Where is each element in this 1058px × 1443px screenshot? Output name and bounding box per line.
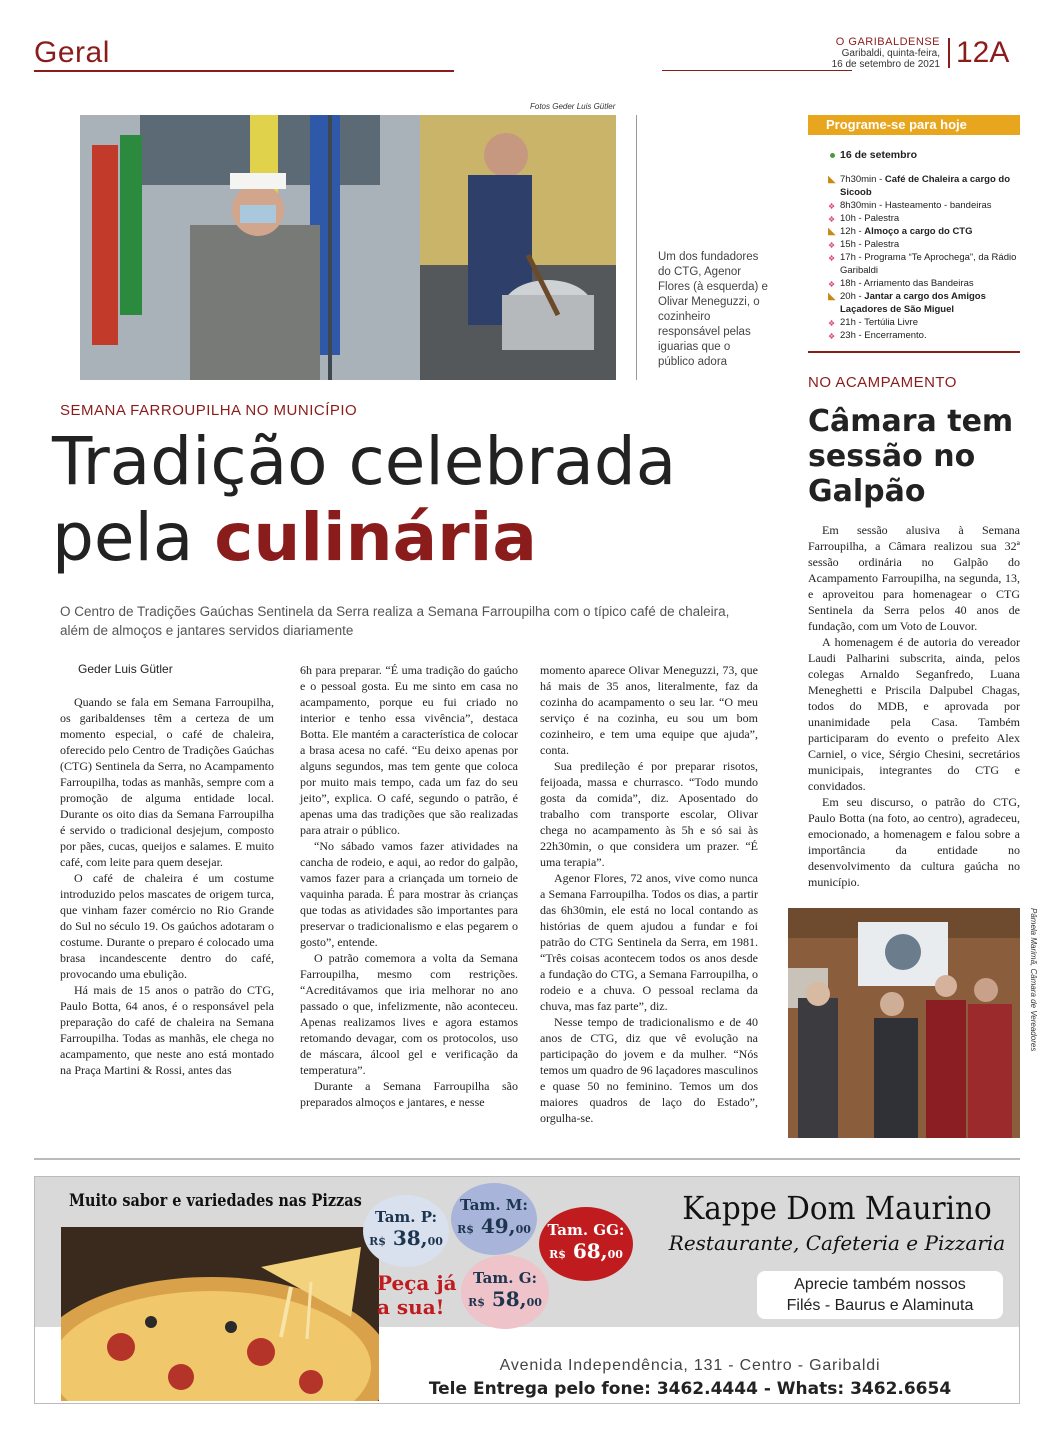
paragraph: O café de chaleira é um costume introduzido pelos mascates de origem turca, que vinham fazer comércio no Rio Grande do Sul no século 19. Os gaúchos adotaram o costume. Durante o preparo é colocado uma brasa incandescente dentro do café, provocando uma ebulição.: [60, 871, 274, 981]
ad-address: Avenida Independência, 131 - Centro - Garibaldi: [499, 1357, 881, 1374]
paragraph: Agenor Flores, 72 anos, vive como nunca a Semana Farroupilha. Todos os dias, a partir das 6h30min, ele está no local contando as histórias de quem ajudou a fundar e foi patrão do CTG Sentinela da Serra, em 1981. “Três coisas acontecem todos os anos desde a fundação do CTG, a Semana Farroupilha, o rodeio e a chuva. O pessoal reclama da chuva, mas faz parte”, diz.: [540, 871, 758, 1013]
ad-brand-subtitle: Restaurante, Cafeteria e Pizzaria: [668, 1231, 1006, 1255]
program-item-time: 23h -: [840, 330, 865, 341]
article-column-1: [60, 694, 274, 1078]
diamond-bullet-icon: ❖: [828, 280, 836, 289]
program-date: 16 de setembro: [840, 149, 918, 161]
program-item: [828, 290, 1020, 316]
triangle-bullet-icon: ◣: [828, 291, 836, 302]
section-title: Geral: [34, 36, 110, 69]
byline: Geder Luis Gütler: [78, 662, 173, 676]
paragraph: O patrão comemora a volta da Semana Farroupilha, mesmo com restrições. “Acreditávamos que iria melhorar no ano passado o que, infelizmente, não aconteceu. Apenas realizamos lives e agora estamos retomando devagar, com os protocolos, uso de máscara, álcool gel e verificação da temperatura”.: [300, 951, 518, 1077]
story-lead: O Centro de Tradições Gaúchas Sentinela da Serra realiza a Semana Farroupilha com o típico café de chaleira, além de almoços e jantares servidos diariamente: [60, 604, 730, 638]
size-price: R$ 38,00: [369, 1226, 443, 1250]
paragraph: momento aparece Olivar Meneguzzi, 73, que há mais de 35 anos, literalmente, faz da cozinha do acampamento o seu lar. “O meu serviço é na cozinha, eu sou um bom cozinheiro, e tem uma equipe que ajuda”, conta.: [540, 663, 758, 757]
program-item-text: Almoço a cargo do CTG: [864, 226, 973, 237]
page-number-divider: [948, 38, 950, 68]
program-item: [828, 251, 1020, 277]
program-item: [828, 277, 1020, 290]
program-item: [828, 212, 1020, 225]
ad-brand-name: Kappe Dom Maurino: [682, 1189, 992, 1227]
program-item-time: 8h30min -: [840, 200, 885, 211]
size-price: R$ 68,00: [549, 1239, 623, 1263]
price-bubble-p: [363, 1195, 449, 1267]
price-bubble-g: [461, 1255, 549, 1329]
paragraph: Em seu discurso, o patrão do CTG, Paulo Botta (na foto, ao centro), agradeceu, emocionado, a homenagem e falou sobre a importância da entidade no desenvolvimento da cultura gaúcha no município.: [808, 795, 1020, 889]
ad-note: Aprecie também nossos Filés - Baurus e Alaminuta: [757, 1271, 1003, 1319]
paragraph: Sua predileção é por preparar risotos, feijoada, massa e churrasco. “Todo mundo gosta da comida”, diz. Aposentado do trabalho com transporte escolar, Olivar chega no acampamento às 5h e só sai às 22h30min, o que considera um prazer. “É uma terapia”.: [540, 759, 758, 869]
program-item: [828, 225, 1020, 238]
diamond-bullet-icon: ❖: [828, 332, 836, 341]
diamond-bullet-icon: ❖: [828, 241, 836, 250]
page-rule: [34, 1158, 1020, 1160]
paragraph: Em sessão alusiva à Semana Farroupilha, a Câmara realizou sua 32ª sessão ordinária no Galpão do Acampamento Farroupilha, na segunda, 13, e aproveitou para homenagear o CTG Sentinela da Serra pelos 40 anos de fundação, com um Voto de Louvor.: [808, 523, 1020, 633]
issue-date-line1: Garibaldi, quinta-feira,: [841, 48, 940, 59]
diamond-bullet-icon: ❖: [828, 215, 836, 224]
size-label: Tam. M:: [460, 1196, 528, 1214]
program-item-text: Café de Chaleira a cargo do Sicoob: [840, 174, 1011, 198]
paragraph: Durante a Semana Farroupilha são preparados almoços e jantares, e nesse: [300, 1079, 518, 1109]
paragraph: “No sábado vamos fazer atividades na cancha de rodeio, e aqui, ao redor do galpão, vamos fazer para a criançada um torneio de vaquinha parada. É para mostrar às crianças que todas as atividades são importantes para preservar o tradicionalismo e elas pegarem o gosto”, entende.: [300, 839, 518, 949]
size-price: R$ 58,00: [468, 1287, 542, 1311]
program-item-text: Arriamento das Bandeiras: [863, 278, 974, 289]
program-item: [828, 199, 1020, 212]
caption-rule: [636, 115, 637, 380]
side-article: [808, 522, 1020, 890]
program-item-text: Hasteamento - bandeiras: [884, 200, 992, 211]
advertisement: [34, 1176, 1020, 1404]
ad-call-to-action: Peça já a sua!: [377, 1271, 457, 1319]
program-item: [828, 238, 1020, 251]
side-photo: [788, 908, 1020, 1138]
diamond-bullet-icon: ❖: [828, 254, 836, 263]
program-item-time: 12h -: [840, 226, 865, 237]
article-column-3: [540, 662, 758, 1126]
paragraph: Há mais de 15 anos o patrão do CTG, Paulo Botta, 64 anos, é o responsável pela preparação do café de chaleira na Semana Farroupilha. Todas as manhãs, ele chega no acampamento, que neste ano está montado na Praça Martini & Rossi, antes das: [60, 983, 274, 1077]
story-headline: [52, 424, 772, 576]
green-dot-icon: [830, 153, 835, 158]
program-box: [808, 115, 1020, 351]
program-title: Programe-se para hoje: [808, 115, 1020, 135]
program-item-text: Palestra: [864, 213, 900, 224]
paragraph: Quando se fala em Semana Farroupilha, os garibaldenses têm a certeza de um momento especial, o café de chaleira, oferecido pelo Centro de Tradições Gaúchas (CTG) Sentinela da Serra, no Acampamento Farroupilha, todas as manhãs, sempre com a promoção de alguma entidade local. Durante os oito dias da Semana Farroupilha é servido o tradicional desjejum, composto por pães, cucas, queijos e salames. E muito café, com leite para quem desejar.: [60, 695, 274, 869]
program-item-text: Jantar a cargo dos Amigos Laçadores de São Miguel: [840, 291, 986, 315]
program-item-time: 15h -: [840, 239, 865, 250]
headline-plain: pela: [52, 499, 194, 576]
headline-emphasis: culinária: [214, 499, 537, 576]
side-photo-credit: Pâmela Marimã, Câmara de Vereadores: [1029, 908, 1038, 1052]
diamond-bullet-icon: ❖: [828, 202, 836, 211]
photo-credit: Fotos Geder Luis Gütler: [530, 102, 616, 111]
program-item-time: 10h -: [840, 213, 865, 224]
paragraph: 6h para preparar. “É uma tradição do gaúcho e o pessoal gosta. Eu me sinto em casa no acampamento, porque eu fui criado no interior e tenho essa vivência”, destaca Botta. Ele mantém a característica de colocar a brasa acesa no café. “Eu deixo apenas por alguns segundos, mas tem gente que coloca por muito mais tempo, cada um faz do seu jeito”, explica. O café, segundo o patrão, é apenas uma das tradições que são realizadas para atrair o público.: [300, 663, 518, 837]
program-list: [828, 173, 1020, 342]
ad-heading: Muito sabor e variedades nas Pizzas: [69, 1191, 362, 1211]
program-item-time: 20h -: [840, 291, 865, 302]
header-rule-right: [662, 70, 852, 71]
program-bottom-rule: [808, 351, 1020, 353]
program-item-time: 17h -: [840, 252, 865, 263]
header-rule: [34, 70, 454, 72]
program-item-text: Tertúlia Livre: [864, 317, 918, 328]
headline-line-1: Tradição celebrada: [52, 423, 677, 500]
price-bubble-m: [451, 1183, 537, 1255]
issue-date-line2: 16 de setembro de 2021: [831, 59, 940, 70]
issue-date: [780, 48, 940, 70]
story-kicker: SEMANA FARROUPILHA NO MUNICÍPIO: [60, 402, 358, 419]
diamond-bullet-icon: ❖: [828, 319, 836, 328]
side-kicker: NO ACAMPAMENTO: [808, 374, 957, 391]
paragraph: Nesse tempo de tradicionalismo e de 40 anos de CTG, diz que vê evolução na participação do jovem e da mulher. “Nós temos um quadro de 96 laçadores masculinos e quase 50 no feminino. Temos um dos maiores quadros de laço do Estado”, orgulha-se.: [540, 1015, 758, 1125]
program-item: [828, 329, 1020, 342]
program-item: [828, 316, 1020, 329]
photo-caption: Um dos fundadores do CTG, Agenor Flores (à esquerda) e Olivar Meneguzzi, o cozinheiro responsável pelas iguarias que o público adora: [658, 251, 768, 368]
program-item-text: Programa “Te Aprochega”, da Rádio Garibaldi: [840, 252, 1017, 276]
price-bubble-gg: [539, 1207, 633, 1281]
pizza-image: [61, 1227, 379, 1401]
article-column-2: [300, 662, 518, 1110]
page-number: 12A: [956, 36, 1010, 69]
ad-phone: Tele Entrega pelo fone: 3462.4444 - Whats: 3462.6654: [428, 1379, 952, 1399]
headline-line-2: [52, 500, 772, 576]
triangle-bullet-icon: ◣: [828, 226, 836, 237]
program-item-time: 7h30min -: [840, 174, 885, 185]
newspaper-name: O GARIBALDENSE: [835, 36, 940, 48]
side-headline: Câmara tem sessão no Galpão: [808, 404, 1014, 509]
size-price: R$ 49,00: [457, 1214, 531, 1238]
size-label: Tam. G:: [472, 1269, 538, 1287]
program-item-time: 21h -: [840, 317, 865, 328]
paragraph: A homenagem é de autoria do vereador Laudi Palharini subscrita, ainda, pelos colegas Arnaldo Seganfredo, Luana Meneghetti e Priscila Dalpubel Chagas, todos do MDB, e aprovada por unanimidade pela Casa. Também participaram do evento o prefeito Alex Carniel, o vice, Sérgio Chesini, secretários municipais, integrantes do CTG e convidados.: [808, 635, 1020, 793]
size-label: Tam. GG:: [547, 1221, 625, 1239]
program-item-time: 18h -: [840, 278, 864, 289]
program-item-text: Palestra: [864, 239, 900, 250]
program-item: [828, 173, 1020, 199]
main-photo: [80, 115, 616, 380]
size-label: Tam. P:: [374, 1208, 438, 1226]
program-item-text: Encerramento.: [864, 330, 927, 341]
triangle-bullet-icon: ◣: [828, 174, 836, 185]
